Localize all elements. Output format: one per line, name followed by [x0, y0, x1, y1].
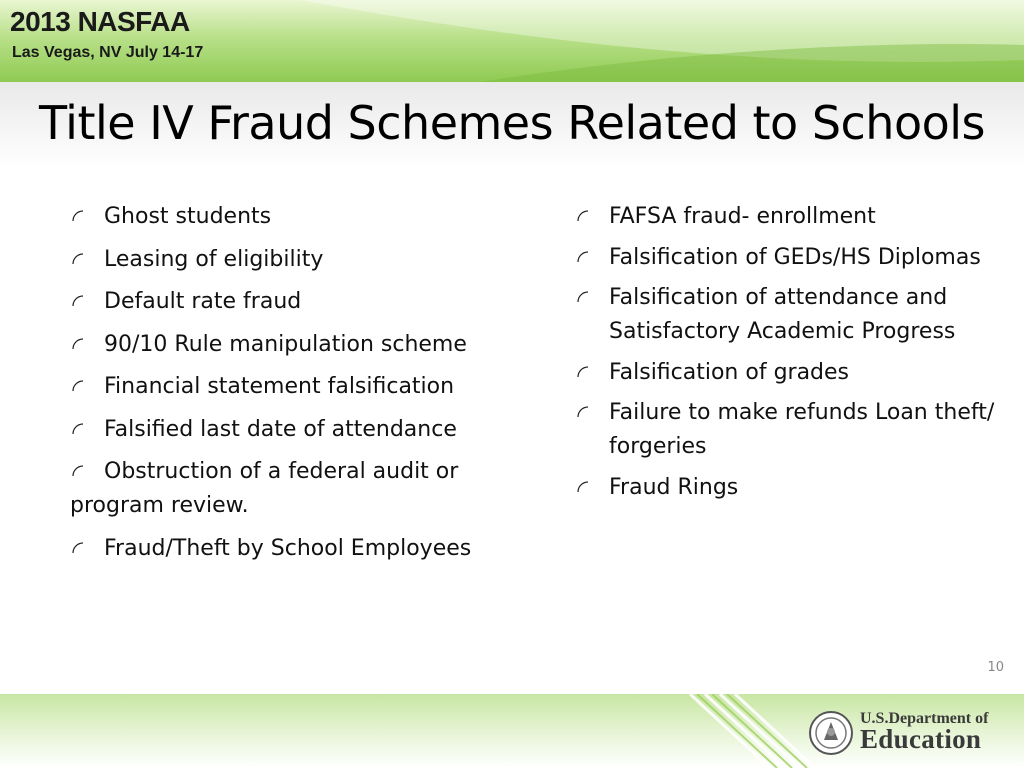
us-department-of-education-logo: [808, 708, 1013, 760]
list-item-text: Leasing of eligibility: [104, 246, 324, 272]
list-item-text: Ghost students: [104, 204, 272, 229]
bullet-icon: [72, 210, 84, 222]
page-number: 10: [987, 660, 1004, 675]
list-item-text: Financial statement falsification: [104, 374, 455, 399]
list-item-text: Falsification of grades: [609, 359, 850, 385]
bullet-icon: [72, 423, 84, 435]
department-seal-icon: [808, 710, 854, 756]
list-item: [70, 532, 510, 566]
list-item: [575, 396, 1005, 464]
list-item-text: Falsified last date of attendance: [104, 416, 457, 442]
bullet-icon: [577, 481, 589, 493]
list-item-text: Failure to make refunds Loan theft/ forgeries: [609, 400, 995, 459]
agency-line1: U.S.Department of: [860, 710, 989, 727]
bullet-icon: [577, 251, 589, 263]
list-item-text: Fraud Rings: [609, 474, 739, 500]
list-item-text: Default rate fraud: [104, 289, 302, 314]
right-bullet-list: [575, 200, 1005, 511]
list-item: [70, 243, 510, 277]
bullet-icon: [72, 295, 84, 307]
bullet-icon: [72, 380, 84, 392]
list-item: [575, 471, 1005, 505]
list-item: [70, 285, 510, 319]
list-item-text: Falsification of GEDs/HS Diplomas: [609, 244, 981, 270]
bullet-icon: [577, 210, 589, 222]
list-item: [70, 370, 510, 404]
list-item-text: 90/10 Rule manipulation scheme: [104, 331, 467, 357]
slide-title: Title IV Fraud Schemes Related to Schools: [39, 96, 985, 150]
list-item: [575, 356, 1005, 390]
conference-header: [0, 0, 1024, 82]
list-item: [70, 200, 510, 234]
list-item: [70, 328, 510, 362]
bullet-icon: [72, 338, 84, 350]
bullet-icon: [577, 366, 589, 378]
conference-location: Las Vegas, NV July 14-17: [12, 44, 204, 61]
list-item-text: FAFSA fraud- enrollment: [609, 204, 876, 229]
bullet-icon: [72, 465, 84, 477]
list-item-text: Fraud/Theft by School Employees: [104, 535, 472, 561]
conference-name: 2013 NASFAA: [10, 6, 190, 37]
list-item: [575, 281, 1005, 349]
bullet-icon: [72, 253, 84, 265]
left-bullet-list: [70, 200, 510, 574]
agency-line2: Education: [860, 724, 982, 754]
list-item: [70, 413, 510, 447]
list-item: [575, 241, 1005, 275]
bullet-icon: [577, 291, 589, 303]
bullet-icon: [72, 542, 84, 554]
list-item-text: Obstruction of a federal audit or program review.: [70, 459, 459, 518]
bullet-icon: [577, 406, 589, 418]
list-item: [70, 455, 510, 523]
list-item: [575, 200, 1005, 234]
list-item-text: Falsification of attendance and Satisfactory Academic Progress: [609, 285, 956, 344]
